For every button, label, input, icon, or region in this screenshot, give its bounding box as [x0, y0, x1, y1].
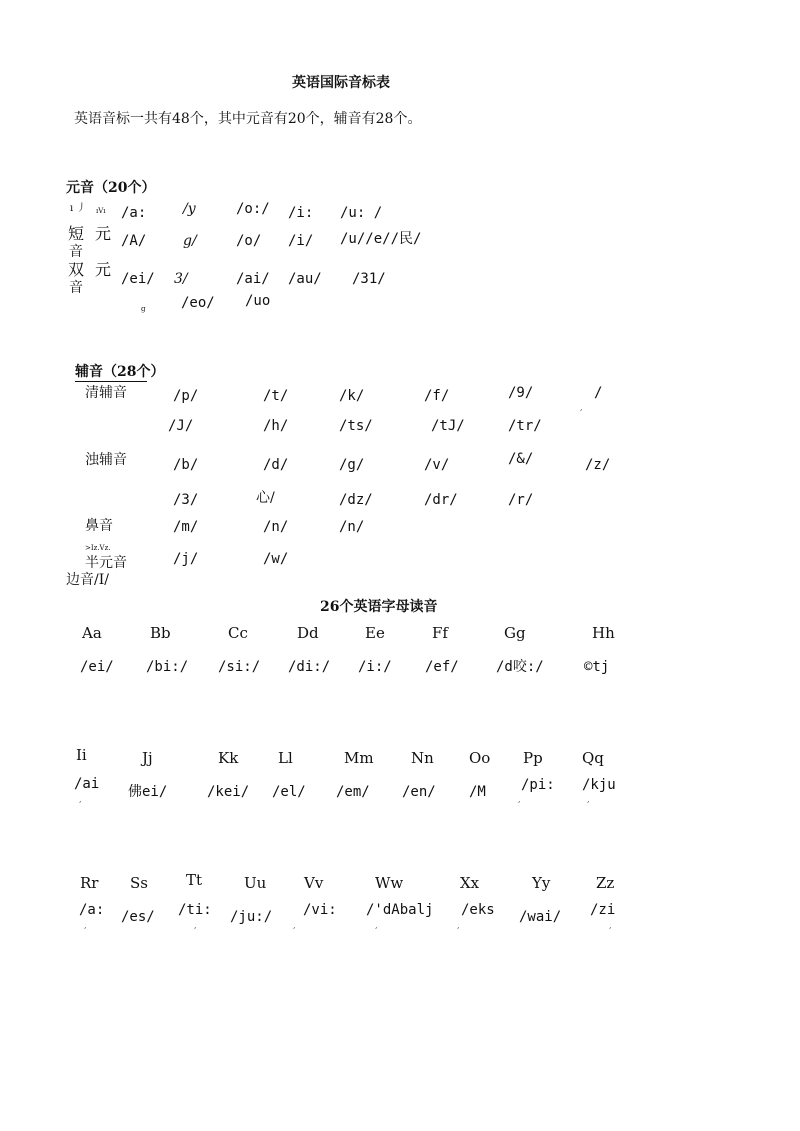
letter-sound: /en/ [402, 784, 436, 800]
vowel-symbol: /uo [245, 293, 271, 309]
letter: Vv [304, 874, 324, 892]
vowels-heading: 元音（20个） [66, 180, 156, 196]
vowel-symbol: /a: [121, 205, 147, 221]
letter-sound: /i:/ [358, 659, 392, 675]
voiceless-consonants-label: 清辅音 [85, 385, 127, 401]
consonant-symbol: /j/ [173, 551, 199, 567]
letter: Cc [228, 624, 248, 642]
vowel-symbol: /u//e//民/ [340, 231, 422, 247]
letter: Aa [82, 624, 102, 642]
letter: Mm [344, 749, 374, 767]
voiced-consonants-label: 浊辅音 [85, 452, 127, 468]
letter: Dd [297, 624, 319, 642]
letter-sound: ©tj [584, 659, 610, 675]
letter-sound: /d咬:/ [496, 659, 544, 675]
letter: Pp [523, 749, 543, 767]
consonant-symbol: /v/ [424, 457, 450, 473]
vowel-symbol: /31/ [352, 271, 386, 287]
letter-sound: /kju [582, 777, 616, 793]
consonant-symbol: /9/ [508, 385, 534, 401]
vowel-symbol: /ai/ [236, 271, 270, 287]
letter-sound: /ef/ [425, 659, 459, 675]
tick-mark: , [84, 921, 87, 930]
consonant-symbol: /&/ [508, 451, 534, 467]
diphthong-label-1: 双 [68, 260, 85, 279]
lateral-label: 边音/I/ [66, 572, 109, 588]
tick-mark: , [580, 403, 583, 412]
consonant-symbol: /w/ [263, 551, 289, 567]
letter-sound: /vi: [303, 902, 337, 918]
vowel-symbol: /A/ [121, 233, 147, 249]
consonant-symbol: / [594, 385, 603, 401]
consonant-symbol: /tr/ [508, 418, 542, 434]
vowel-fragment: g [141, 305, 146, 313]
consonant-symbol: /dz/ [339, 492, 373, 508]
letter: Bb [150, 624, 171, 642]
letter-sound: /eks [461, 902, 495, 918]
consonant-symbol: /n/ [263, 519, 289, 535]
vowel-symbol: 3/ [174, 271, 188, 287]
consonants-heading: 辅音（28个） [75, 364, 165, 380]
vowel-symbol: /u: / [340, 205, 383, 221]
vowel-symbol: /eo/ [181, 295, 215, 311]
tick-mark: , [609, 921, 612, 930]
consonant-symbol: /J/ [168, 418, 194, 434]
consonants-heading-underline [75, 381, 147, 382]
letter: Gg [504, 624, 526, 642]
letter-sound: /ju:/ [230, 909, 273, 925]
vowel-symbol: /au/ [288, 271, 322, 287]
alphabet-title: 26个英语字母读音 [320, 599, 438, 615]
consonant-symbol: /z/ [585, 457, 611, 473]
vowel-symbol: /i: [288, 205, 314, 221]
tick-mark: , [587, 795, 590, 804]
tick-mark: , [79, 795, 82, 804]
letter-sound: /si:/ [218, 659, 261, 675]
vowel-symbol: /o/ [236, 233, 262, 249]
consonant-symbol: 心/ [256, 490, 275, 506]
tick-mark: , [293, 921, 296, 930]
letter-sound: /ai [74, 776, 100, 792]
letter: Rr [80, 874, 99, 892]
letter-sound: /zi [590, 902, 616, 918]
vowel-symbol: /ei/ [121, 271, 155, 287]
consonant-symbol: /r/ [508, 492, 534, 508]
letter: Nn [411, 749, 434, 767]
vowel-symbol: g/ [183, 233, 197, 249]
vowels-fragment-b: ıVı [96, 207, 106, 215]
letter: Qq [582, 749, 604, 767]
tick-mark: , [375, 921, 378, 930]
letter: Kk [218, 749, 239, 767]
consonant-symbol: /3/ [173, 492, 199, 508]
intro-text: 英语音标一共有48个，其中元音有20个，辅音有28个。 [74, 111, 422, 127]
letter: Xx [460, 874, 480, 892]
short-vowel-label-3: 音 [69, 244, 83, 260]
short-vowel-label-2: 元 [95, 224, 112, 243]
letter: Ee [365, 624, 385, 642]
consonant-symbol: /dr/ [424, 492, 458, 508]
letter-sound: /ei/ [80, 659, 114, 675]
diphthong-label-2: 元 [95, 260, 112, 279]
consonant-symbol: /p/ [173, 388, 199, 404]
letter-sound: /el/ [272, 784, 306, 800]
letter-sound: /es/ [121, 909, 155, 925]
short-vowel-label-1: 短 [68, 224, 85, 243]
letter: Oo [469, 749, 491, 767]
consonant-symbol: /f/ [424, 388, 450, 404]
nasal-consonants-label: 鼻音 [85, 518, 113, 534]
letter-sound: /ti: [178, 902, 212, 918]
letter: Zz [596, 874, 615, 892]
letter: Tt [186, 871, 203, 889]
letter-sound: /wai/ [519, 909, 562, 925]
consonant-symbol: /tJ/ [431, 418, 465, 434]
letter-sound: /M [469, 784, 486, 800]
vowel-symbol: /o:/ [236, 201, 270, 217]
letter-sound: /'dAbalj [366, 902, 434, 918]
consonant-symbol: /h/ [263, 418, 289, 434]
consonant-symbol: /k/ [339, 388, 365, 404]
consonant-symbol: /g/ [339, 457, 365, 473]
consonant-symbol: /b/ [173, 457, 199, 473]
consonant-symbol: /n/ [339, 519, 365, 535]
semivowel-fragment: >Iz.Vz. [85, 544, 111, 552]
consonant-symbol: /t/ [263, 388, 289, 404]
consonant-symbol: /d/ [263, 457, 289, 473]
vowel-symbol: /y [183, 201, 196, 217]
consonant-symbol: /m/ [173, 519, 199, 535]
letter: Ww [375, 874, 404, 892]
diphthong-label-3: 音 [69, 280, 83, 296]
vowel-symbol: /i/ [288, 233, 314, 249]
letter-sound: /a: [79, 902, 105, 918]
letter-sound: /kei/ [207, 784, 250, 800]
tick-mark: , [518, 795, 521, 804]
consonant-symbol: /ts/ [339, 418, 373, 434]
semivowel-label: 半元音 [85, 555, 127, 571]
tick-mark: , [194, 921, 197, 930]
letter: Uu [244, 874, 267, 892]
letter-sound: /pi: [521, 777, 555, 793]
vowels-fragment-a: ı 丿 [70, 203, 87, 214]
letter-sound: /em/ [336, 784, 370, 800]
letter: Jj [142, 749, 153, 767]
letter: Yy [532, 874, 551, 892]
letter: Ss [130, 874, 148, 892]
letter: Hh [592, 624, 615, 642]
letter-sound: 佛ei/ [128, 784, 168, 800]
tick-mark: , [457, 921, 460, 930]
letter: Ff [432, 624, 448, 642]
letter-sound: /di:/ [288, 659, 331, 675]
letter-sound: /bi:/ [146, 659, 189, 675]
letter: Ii [76, 746, 87, 764]
letter: Ll [278, 749, 293, 767]
page-title: 英语国际音标表 [292, 75, 390, 91]
